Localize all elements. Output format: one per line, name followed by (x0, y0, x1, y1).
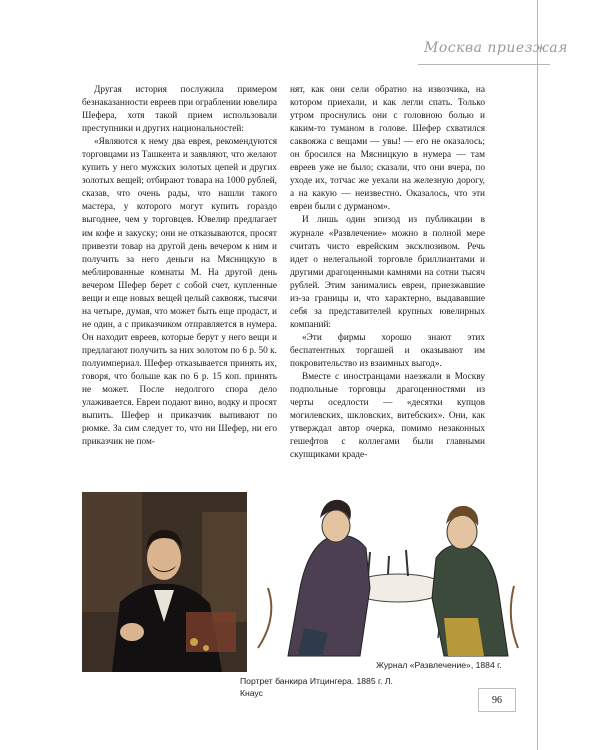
portrait-painting (82, 492, 247, 672)
portrait-caption: Портрет банкира Итцингера. 1885 г. Л. Кнаус (240, 676, 393, 698)
right-column (290, 84, 485, 462)
engraving-illustration (248, 468, 528, 658)
paragraph: Другая история послужила примером безнаказанности евреев при ограблении ювелира Шефера, хотя такой прием использовали преступники и других национальностей: (82, 85, 277, 135)
left-column (82, 84, 277, 449)
paragraph: Вместе с иностранцами наезжали в Москву подпольные торговцы драгоценностями из черты оседлости — «десятки купцов могилевских, шкловских, витебских». Они, как утверждал автор очерка, помимо незаконных гешефтов с коллегами были главными скупщиками краде- (290, 372, 485, 461)
paragraph: «Являются к нему два еврея, рекомендуются торговцами из Ташкента и заявляют, что желают купить у него мужских золотых цепей и других золотых вещей; отбирают товара на 1000 рублей, сказав, что очень рады, что нашли такого мастера, у которого могут купить гораздо выгоднее, чем у торговцев. Ювелир предлагает им кофе и закуску; они не отказываются, просят привезти товар на другой день вечером к ним и получить за него деньги на Мясницкую в меблированные комнаты М. На другой день вечером Шефер берет с собой счет, купленные вещи и еще новых вещей целый саквояж, тысячи на четыре, думая, что может быть еще продаст, и не один, а с приказчиком отправляется в нумера. Он находит евреев, которые берут у него вещи и предлагают получить за них золотом по 6 р. 50 к. полуимпериал. Шефер отказывается принять их, говоря, что больше как по 6 р. 15 коп. принять не может. После недолгого спора дело улаживается. Евреи подают вино, водку и просят выпить. Шефер и приказчик выпивают по рюмке. За сим следует то, что ни Шефер, ни его приказчик не пом- (82, 137, 277, 448)
header-rule (418, 64, 550, 65)
page-number: 96 (478, 688, 516, 712)
paragraph: «Эти фирмы хорошо знают этих беспатентных торгашей и оказывают им покровительство из взаимных выгод». (290, 332, 485, 369)
illustration-caption: Журнал «Развлечение», 1884 г. (376, 660, 502, 670)
running-header: Москва приезжая (424, 40, 568, 56)
paragraph: И лишь один эпизод из публикации в журнале «Развлечение» можно в полной мере считать чисто еврейским эксклюзивом. Речь идет о нелегальной торговле бриллиантами и другими драгоценными камнями на сотни тысяч рублей. Этим занимались евреи, приезжавшие из-за границы и, что характерно, выдававшие себя за представителей крупных ювелирных компаний: (290, 215, 485, 330)
paragraph: нят, как они сели обратно на извозчика, на котором приехали, и как легли спать. Только утром проснулись они с головною болью и каким-то туманом в голове. Шефер схватился саквояжа с вещами — увы! — его не оказалось; он бросился на Мясницкую в нумера — там евреев уже не было; сказали, что они вчера, по уходе их, тотчас же уехали на железную дорогу, а на какую — неизвестно. Оказалось, что эти евреи были с дурманом». (290, 85, 485, 213)
margin-rule (537, 0, 538, 750)
